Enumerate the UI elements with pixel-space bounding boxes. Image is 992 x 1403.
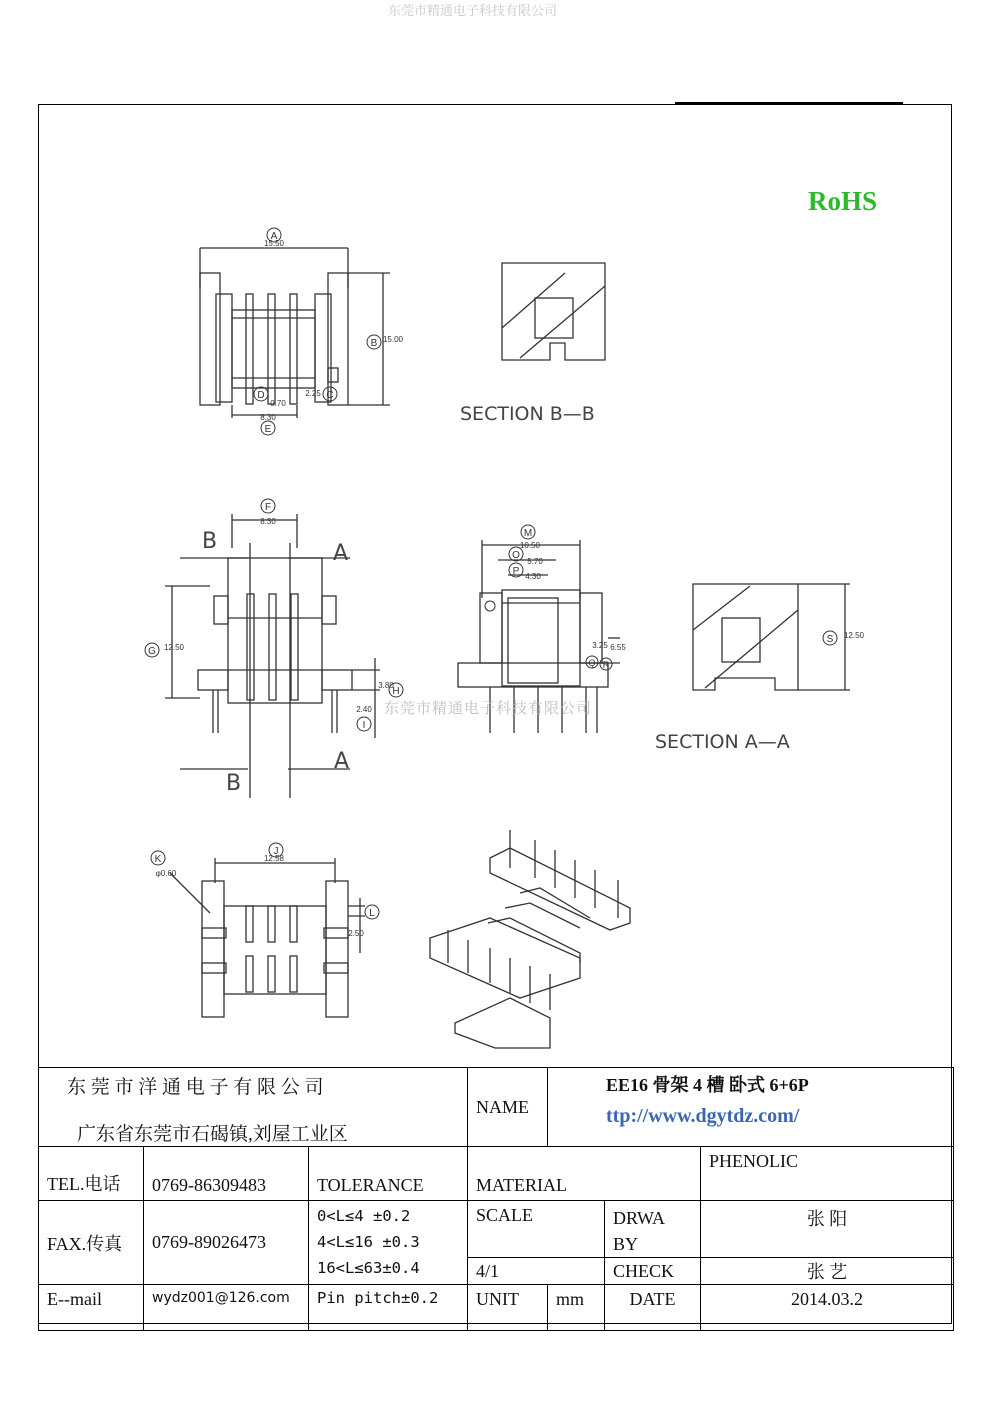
cut-label-a-top: A xyxy=(333,541,349,566)
dim-s: 12.50 xyxy=(843,631,865,640)
ref-r: R xyxy=(602,660,610,670)
dim-h: 3.80 xyxy=(378,681,394,690)
date-value: 2014.03.2 xyxy=(701,1285,954,1331)
dim-b: 15.00 xyxy=(382,335,404,344)
tolerance-line-1: 0<L≤4 ±0.2 xyxy=(317,1207,411,1225)
email-label: E--mail xyxy=(39,1285,144,1331)
dim-q: 3.25 xyxy=(592,641,608,650)
tolerance-line-4: Pin pitch±0.2 xyxy=(309,1285,468,1331)
dim-r: 6.55 xyxy=(610,643,626,652)
tel-value: 0769-86309483 xyxy=(144,1147,309,1201)
title-block xyxy=(38,1067,954,1331)
ref-k: K xyxy=(154,854,162,865)
fax-label: FAX.传真 xyxy=(39,1201,144,1285)
ref-j: J xyxy=(273,846,279,857)
watermark-mid: 东莞市精通电子科技有限公司 xyxy=(384,699,593,717)
tolerance-line-2: 4<L≤16 ±0.3 xyxy=(317,1233,420,1251)
drawn-by-label: DRWA BY xyxy=(605,1201,701,1258)
tolerance-label: TOLERANCE xyxy=(309,1147,468,1201)
fax-value: 0769-89026473 xyxy=(144,1201,309,1285)
ref-p: P xyxy=(512,566,520,577)
scale-label: SCALE xyxy=(468,1201,605,1258)
ref-b: B xyxy=(370,338,378,349)
watermark-top: 东莞市精通电子科技有限公司 xyxy=(388,4,558,19)
cut-label-b-top: B xyxy=(202,529,218,554)
ref-e: E xyxy=(264,424,272,435)
section-bb-title: SECTION B—B xyxy=(460,403,595,425)
ref-h: H xyxy=(392,686,400,697)
dim-k: φ0.60 xyxy=(155,869,177,878)
isometric-view xyxy=(430,830,630,1048)
check-value: 张 艺 xyxy=(701,1258,954,1285)
ref-i: I xyxy=(362,720,366,731)
unit-label: UNIT xyxy=(468,1285,548,1331)
company-url[interactable]: ttp://www.dgytdz.com/ xyxy=(606,1105,800,1127)
bottom-view xyxy=(170,858,365,1017)
ref-s: S xyxy=(826,634,834,645)
tolerance-line-3: 16<L≤63±0.4 xyxy=(317,1259,420,1277)
dim-g: 12.50 xyxy=(163,643,185,652)
ref-q: Q xyxy=(588,658,596,668)
dim-f: 8.30 xyxy=(260,517,276,526)
ref-c: C xyxy=(326,390,334,401)
ref-o: O xyxy=(512,550,520,561)
section-bb xyxy=(502,263,605,360)
cut-label-a-bottom: A xyxy=(334,749,350,774)
section-aa-title: SECTION A—A xyxy=(655,731,790,753)
company-name: 东 莞 市 洋 通 电 子 有 限 公 司 xyxy=(67,1077,324,1098)
dim-e: 8.30 xyxy=(260,413,276,422)
part-name: EE16 骨架 4 槽 卧式 6+6P xyxy=(606,1075,809,1095)
material-label: MATERIAL xyxy=(468,1147,701,1201)
scale-value: 4/1 xyxy=(468,1258,605,1285)
ref-l: L xyxy=(369,908,375,919)
material-value: PHENOLIC xyxy=(701,1147,954,1201)
dim-d: 0.70 xyxy=(270,399,286,408)
tel-label: TEL.电话 xyxy=(39,1147,144,1201)
dim-m: 10.50 xyxy=(519,541,541,550)
unit-value: mm xyxy=(548,1285,605,1331)
dim-c: 2.25 xyxy=(305,389,321,398)
ref-g: G xyxy=(148,646,156,657)
dim-a: 15.50 xyxy=(263,239,285,248)
ref-a: A xyxy=(270,231,278,242)
dim-o: 5.70 xyxy=(527,557,543,566)
dim-i: 2.40 xyxy=(356,705,372,714)
cut-label-b-bottom: B xyxy=(226,771,242,796)
date-label: DATE xyxy=(605,1285,701,1331)
dim-l: 2.50 xyxy=(348,929,364,938)
ref-m: M xyxy=(523,528,533,539)
check-label: CHECK xyxy=(605,1258,701,1285)
ref-d: D xyxy=(257,390,265,401)
technical-drawing xyxy=(110,218,870,1058)
rohs-mark: RoHS xyxy=(808,186,878,216)
dim-j: 12.58 xyxy=(263,854,285,863)
name-label: NAME xyxy=(468,1068,548,1147)
email-value[interactable]: wydz001@126.com xyxy=(144,1285,309,1331)
company-address: 广东省东莞市石碣镇,刘屋工业区 xyxy=(77,1124,348,1145)
top-view xyxy=(200,248,390,418)
dim-p: 4.30 xyxy=(525,572,541,581)
drawn-by-value: 张 阳 xyxy=(701,1201,954,1258)
ref-f: F xyxy=(264,502,272,513)
